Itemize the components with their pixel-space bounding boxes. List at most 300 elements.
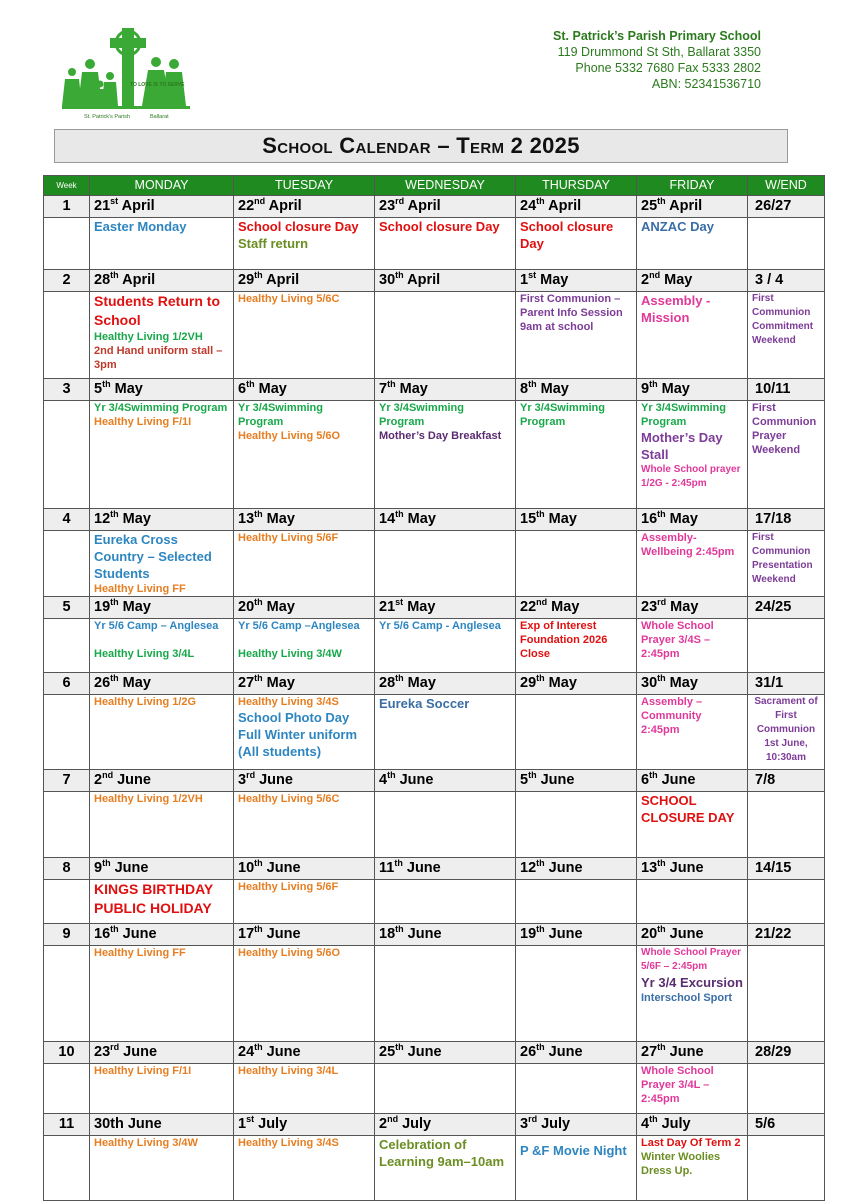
date-day-number: 17 (238, 925, 255, 942)
date-day-number: 3 (520, 1115, 529, 1132)
date-monday (90, 924, 234, 946)
calendar-table (43, 175, 825, 1201)
date-month: June (540, 771, 575, 788)
date-day-number: 5 (94, 380, 103, 397)
date-monday (90, 1042, 234, 1064)
calendar-event: Healthy Living 5/6O (238, 430, 341, 442)
date-month: June (117, 771, 151, 788)
date-wednesday (375, 509, 516, 531)
date-suffix: th (395, 269, 404, 280)
date-day-number: 29 (238, 271, 255, 288)
events-tuesday (234, 401, 375, 509)
date-wednesday (375, 924, 516, 946)
date-month: May (407, 510, 436, 527)
date-monday (90, 509, 234, 531)
date-month: April (407, 197, 441, 214)
weekend-dates: 17/18 (748, 509, 825, 531)
date-day-number: 4 (379, 771, 388, 788)
date-thursday (516, 509, 637, 531)
calendar-event: Exp of Interest Foundation 2026 Close (520, 620, 608, 660)
date-day-number: 11 (379, 859, 395, 876)
week-events-row (44, 880, 825, 924)
week-events-spacer (44, 401, 90, 509)
date-tuesday (234, 673, 375, 695)
calendar-event: Yr 5/6 Camp –Anglesea (238, 620, 360, 632)
calendar-event: Healthy Living 5/6F (238, 532, 339, 544)
calendar-event: Whole School prayer 1/2G - 2:45pm (641, 464, 741, 489)
calendar-event: First Communion Prayer Weekend (752, 402, 817, 456)
events-monday (90, 401, 234, 509)
events-monday (90, 531, 234, 597)
weekend-dates: 14/15 (748, 858, 825, 880)
date-friday (637, 673, 748, 695)
events-wednesday (375, 292, 516, 379)
date-suffix: th (649, 378, 658, 389)
date-day-number: 13 (641, 859, 658, 876)
events-wednesday (375, 946, 516, 1042)
date-suffix: nd (536, 596, 548, 607)
calendar-event: Eureka Soccer (379, 696, 470, 711)
week-number: 2 (44, 270, 90, 292)
date-day-number: 23 (641, 598, 658, 615)
date-suffix: st (395, 596, 404, 607)
date-day-number: 21 (379, 598, 396, 615)
date-month: April (669, 197, 703, 214)
date-month: May (122, 598, 151, 615)
school-name: St. Patrick’s Parish Primary School (553, 29, 761, 43)
week-number: 1 (44, 196, 90, 218)
events-weekend (748, 695, 825, 770)
date-tuesday (234, 858, 375, 880)
date-month: April (122, 271, 156, 288)
date-day-number: 30 (379, 271, 396, 288)
date-month: April (266, 271, 300, 288)
date-month: June (266, 925, 301, 942)
date-day-number: 6 (641, 771, 650, 788)
date-suffix: th (254, 269, 263, 280)
date-suffix: th (649, 769, 658, 780)
week-events-row (44, 531, 825, 597)
events-friday (637, 401, 748, 509)
date-month: May (669, 510, 698, 527)
date-suffix: nd (102, 769, 114, 780)
date-day-number: 21 (94, 197, 111, 214)
events-wednesday (375, 401, 516, 509)
date-suffix: th (536, 923, 545, 934)
date-day-number: 30 (641, 674, 658, 691)
date-month: June (669, 859, 704, 876)
calendar-event: School closure Day (379, 219, 500, 234)
weekend-dates: 26/27 (748, 196, 825, 218)
calendar-event: Students Return to School (94, 293, 220, 328)
events-friday (637, 531, 748, 597)
week-events-spacer (44, 880, 90, 924)
date-wednesday (375, 196, 516, 218)
events-friday (637, 1136, 748, 1201)
calendar-event: Whole School Prayer 3/4S – 2:45pm (641, 620, 714, 660)
date-day-number: 25 (379, 1043, 396, 1060)
date-day-number: 29 (520, 674, 537, 691)
school-abn: ABN: 52341536710 (651, 77, 761, 91)
week-date-row (44, 1042, 825, 1064)
date-suffix: th (254, 672, 263, 683)
date-month: June (122, 925, 157, 942)
week-events-row (44, 695, 825, 770)
events-thursday (516, 792, 637, 858)
events-wednesday (375, 792, 516, 858)
date-wednesday (375, 270, 516, 292)
date-suffix: th (536, 672, 545, 683)
week-number: 10 (44, 1042, 90, 1064)
date-day-number: 20 (238, 598, 255, 615)
date-suffix: th (657, 508, 666, 519)
events-wednesday (375, 531, 516, 597)
date-day-number: 19 (94, 598, 111, 615)
date-month: May (548, 510, 577, 527)
date-suffix: th (254, 857, 263, 868)
date-monday (90, 673, 234, 695)
date-monday (90, 379, 234, 401)
events-wednesday (375, 1136, 516, 1201)
date-friday (637, 509, 748, 531)
events-monday (90, 1136, 234, 1201)
events-thursday (516, 401, 637, 509)
calendar-event: Healthy Living 3/4L (238, 1065, 339, 1077)
week-number: 8 (44, 858, 90, 880)
calendar-event: Easter Monday (94, 219, 187, 234)
date-wednesday (375, 770, 516, 792)
events-friday (637, 292, 748, 379)
date-monday (90, 858, 234, 880)
date-thursday (516, 1042, 637, 1064)
calendar-event: Healthy Living 3/4L (94, 648, 195, 660)
calendar-event: Interschool Sport (641, 992, 733, 1004)
school-logo-graphic (60, 24, 195, 122)
date-suffix: th (110, 508, 119, 519)
calendar-event: Whole School Prayer 3/4L – 2:45pm (641, 1065, 714, 1105)
date-suffix: th (387, 378, 396, 389)
date-wednesday (375, 379, 516, 401)
calendar-header-row (44, 176, 825, 196)
events-weekend (748, 292, 825, 379)
calendar-event: Winter Woolies Dress Up. (641, 1151, 721, 1177)
date-suffix: th (102, 378, 111, 389)
date-tuesday (234, 196, 375, 218)
date-friday (637, 597, 748, 619)
date-month: May (266, 510, 295, 527)
date-month: May (114, 380, 143, 397)
date-friday (637, 379, 748, 401)
week-events-spacer (44, 531, 90, 597)
date-day-number: 12 (94, 510, 111, 527)
logo-caption-left: St. Patrick's Parish (84, 114, 130, 120)
calendar-event: Healthy Living 3/4S (238, 1137, 339, 1149)
date-day-number: 8 (520, 380, 529, 397)
date-thursday (516, 770, 637, 792)
date-suffix: th (246, 378, 255, 389)
events-monday (90, 880, 234, 924)
week-events-spacer (44, 218, 90, 270)
week-events-row (44, 292, 825, 379)
calendar-title: School Calendar – Term 2 2025 (262, 133, 580, 158)
date-month: May (399, 380, 428, 397)
calendar-event: Healthy Living 3/4W (238, 648, 342, 660)
date-monday (90, 770, 234, 792)
date-month: June (127, 1115, 162, 1132)
calendar-event: Healthy Living 1/2VH (94, 793, 203, 805)
date-friday (637, 1114, 748, 1136)
calendar-event: Full Winter uniform (All students) (238, 727, 358, 759)
date-day-number: 2 (379, 1115, 388, 1132)
events-thursday (516, 695, 637, 770)
events-weekend (748, 531, 825, 597)
date-day-number: 23 (379, 197, 396, 214)
events-weekend (748, 946, 825, 1042)
date-suffix: th (254, 508, 263, 519)
calendar-event: Yr 3/4Swimming Program (641, 402, 726, 428)
date-thursday (516, 270, 637, 292)
school-contact-block (553, 28, 761, 92)
calendar-event: Sacrament of First Communion 1st June, 10:30am (754, 696, 818, 763)
date-month: June (399, 771, 434, 788)
events-monday (90, 792, 234, 858)
calendar-event: 2nd Hand uniform stall – 3pm (94, 345, 223, 371)
date-suffix: st (528, 269, 537, 280)
calendar-event: Healthy Living 1/2VH (94, 331, 203, 343)
calendar-event: Yr 3/4 Excursion (641, 975, 743, 990)
events-tuesday (234, 695, 375, 770)
date-suffix: st (110, 195, 119, 206)
date-thursday (516, 1114, 637, 1136)
date-month: May (407, 674, 436, 691)
events-thursday (516, 531, 637, 597)
date-month: May (540, 271, 569, 288)
events-monday (90, 695, 234, 770)
events-wednesday (375, 218, 516, 270)
events-weekend (748, 792, 825, 858)
week-events-row (44, 218, 825, 270)
date-suffix: th (395, 508, 404, 519)
calendar-event: Healthy Living 5/6C (238, 293, 340, 305)
date-tuesday (234, 270, 375, 292)
events-friday (637, 218, 748, 270)
week-events-row (44, 946, 825, 1042)
date-monday (90, 196, 234, 218)
header-friday: FRIDAY (637, 176, 748, 196)
events-thursday (516, 1136, 637, 1201)
calendar-event: Healthy Living 5/6F (238, 881, 339, 893)
date-day-number: 1 (238, 1115, 247, 1132)
events-friday (637, 1064, 748, 1114)
date-suffix: th (102, 857, 111, 868)
date-suffix: th (395, 1041, 404, 1052)
date-month: June (406, 859, 441, 876)
date-month: May (266, 674, 295, 691)
calendar-event: Last Day Of Term 2 (641, 1137, 741, 1149)
week-events-spacer (44, 946, 90, 1042)
date-suffix: th (657, 857, 666, 868)
calendar-event: Mother’s Day Breakfast (379, 430, 502, 442)
date-suffix: th (657, 1041, 666, 1052)
weekend-dates: 10/11 (748, 379, 825, 401)
date-thursday (516, 379, 637, 401)
calendar-event: KINGS BIRTHDAY PUBLIC HOLIDAY (94, 881, 214, 916)
calendar-event: Healthy Living 5/6O (238, 947, 341, 959)
date-tuesday (234, 509, 375, 531)
date-monday (90, 1114, 234, 1136)
date-suffix: nd (254, 195, 266, 206)
date-thursday (516, 597, 637, 619)
calendar-event: Healthy Living F/1I (94, 416, 192, 428)
calendar-event: ANZAC Day (641, 219, 714, 234)
calendar-event: Yr 3/4Swimming Program (379, 402, 464, 428)
date-suffix: th (536, 857, 545, 868)
date-wednesday (375, 673, 516, 695)
date-day-number: 9 (94, 859, 103, 876)
events-wednesday (375, 619, 516, 673)
week-date-row (44, 270, 825, 292)
week-number: 5 (44, 597, 90, 619)
week-events-spacer (44, 1064, 90, 1114)
date-thursday (516, 673, 637, 695)
week-events-spacer (44, 619, 90, 673)
header-monday: MONDAY (90, 176, 234, 196)
date-wednesday (375, 1114, 516, 1136)
date-friday (637, 1042, 748, 1064)
week-events-spacer (44, 1136, 90, 1201)
logo-caption-right: Ballarat (150, 114, 169, 120)
week-events-spacer (44, 695, 90, 770)
date-month: June (669, 1043, 704, 1060)
week-date-row (44, 924, 825, 946)
school-phone: Phone 5332 7680 Fax 5333 2802 (575, 61, 761, 75)
date-day-number: 4 (641, 1115, 650, 1132)
date-suffix: th (649, 1113, 658, 1124)
calendar-event: Healthy Living 5/6C (238, 793, 340, 805)
events-thursday (516, 1064, 637, 1114)
calendar-event: Healthy Living 3/4S (238, 696, 339, 708)
date-day-number: 26 (520, 1043, 537, 1060)
date-month: May (661, 380, 690, 397)
date-day-number: 28 (379, 674, 396, 691)
date-month: May (122, 510, 151, 527)
calendar-event: Assembly – Community 2:45pm (641, 696, 703, 736)
date-friday (637, 924, 748, 946)
date-suffix: th (254, 1041, 263, 1052)
events-tuesday (234, 619, 375, 673)
calendar-event: Staff return (238, 236, 309, 251)
week-date-row (44, 770, 825, 792)
calendar-event: Yr 3/4Swimming Program (238, 402, 323, 428)
week-events-row (44, 1064, 825, 1114)
events-weekend (748, 1136, 825, 1201)
events-friday (637, 792, 748, 858)
date-day-number: 28 (94, 271, 111, 288)
date-thursday (516, 858, 637, 880)
date-day-number: 24 (520, 197, 537, 214)
date-tuesday (234, 770, 375, 792)
events-tuesday (234, 792, 375, 858)
date-suffix: nd (649, 269, 661, 280)
events-thursday (516, 946, 637, 1042)
week-date-row (44, 379, 825, 401)
header-weekend: W/END (748, 176, 825, 196)
calendar-event: Assembly- Wellbeing 2:45pm (641, 532, 735, 558)
calendar-event: SCHOOL CLOSURE DAY (641, 793, 735, 825)
date-suffix: th (110, 596, 119, 607)
week-number: 11 (44, 1114, 90, 1136)
date-suffix: th (387, 769, 396, 780)
date-suffix: th (395, 672, 404, 683)
date-month: June (669, 925, 704, 942)
week-date-row (44, 597, 825, 619)
date-suffix: th (395, 923, 404, 934)
date-day-number: 9 (641, 380, 650, 397)
calendar-event: First Communion Presentation Weekend (752, 532, 813, 585)
date-month: May (266, 598, 295, 615)
week-number: 7 (44, 770, 90, 792)
calendar-event: School closure Day (238, 219, 359, 234)
header-week: Week (44, 176, 90, 196)
date-suffix: th (657, 195, 666, 206)
calendar-event: Healthy Living F/1I (94, 1065, 192, 1077)
calendar-event: Yr 3/4Swimming Program (520, 402, 605, 428)
events-tuesday (234, 1136, 375, 1201)
events-tuesday (234, 531, 375, 597)
week-events-row (44, 792, 825, 858)
calendar-event: Whole School Prayer 5/6F – 2:45pm (641, 947, 742, 972)
calendar-event: P &F Movie Night (520, 1143, 627, 1158)
events-tuesday (234, 946, 375, 1042)
date-month: July (541, 1115, 571, 1132)
week-events-row (44, 1136, 825, 1201)
date-suffix: th (254, 596, 263, 607)
events-wednesday (375, 1064, 516, 1114)
date-day-number: 12 (520, 859, 537, 876)
date-friday (637, 770, 748, 792)
week-date-row (44, 196, 825, 218)
calendar-event: First Communion – Parent Info Session 9am at school (520, 293, 623, 333)
date-monday (90, 270, 234, 292)
date-day-number: 7 (379, 380, 388, 397)
week-number: 3 (44, 379, 90, 401)
events-friday (637, 880, 748, 924)
date-month: July (258, 1115, 288, 1132)
date-suffix: th (536, 508, 545, 519)
date-day-number: 20 (641, 925, 658, 942)
date-suffix: th (254, 923, 263, 934)
events-monday (90, 619, 234, 673)
date-suffix: th (528, 378, 537, 389)
events-monday (90, 946, 234, 1042)
date-day-number: 18 (379, 925, 396, 942)
date-month: June (407, 1043, 442, 1060)
week-date-row (44, 858, 825, 880)
date-month: May (548, 674, 577, 691)
weekend-dates: 5/6 (748, 1114, 825, 1136)
week-date-row (44, 673, 825, 695)
date-day-number: 30th (94, 1115, 124, 1132)
week-events-row (44, 619, 825, 673)
events-friday (637, 695, 748, 770)
date-thursday (516, 196, 637, 218)
week-number: 9 (44, 924, 90, 946)
date-month: June (114, 859, 149, 876)
calendar-event: Assembly - Mission (641, 293, 711, 325)
date-suffix: th (536, 195, 545, 206)
date-day-number: 6 (238, 380, 247, 397)
date-month: May (551, 598, 580, 615)
